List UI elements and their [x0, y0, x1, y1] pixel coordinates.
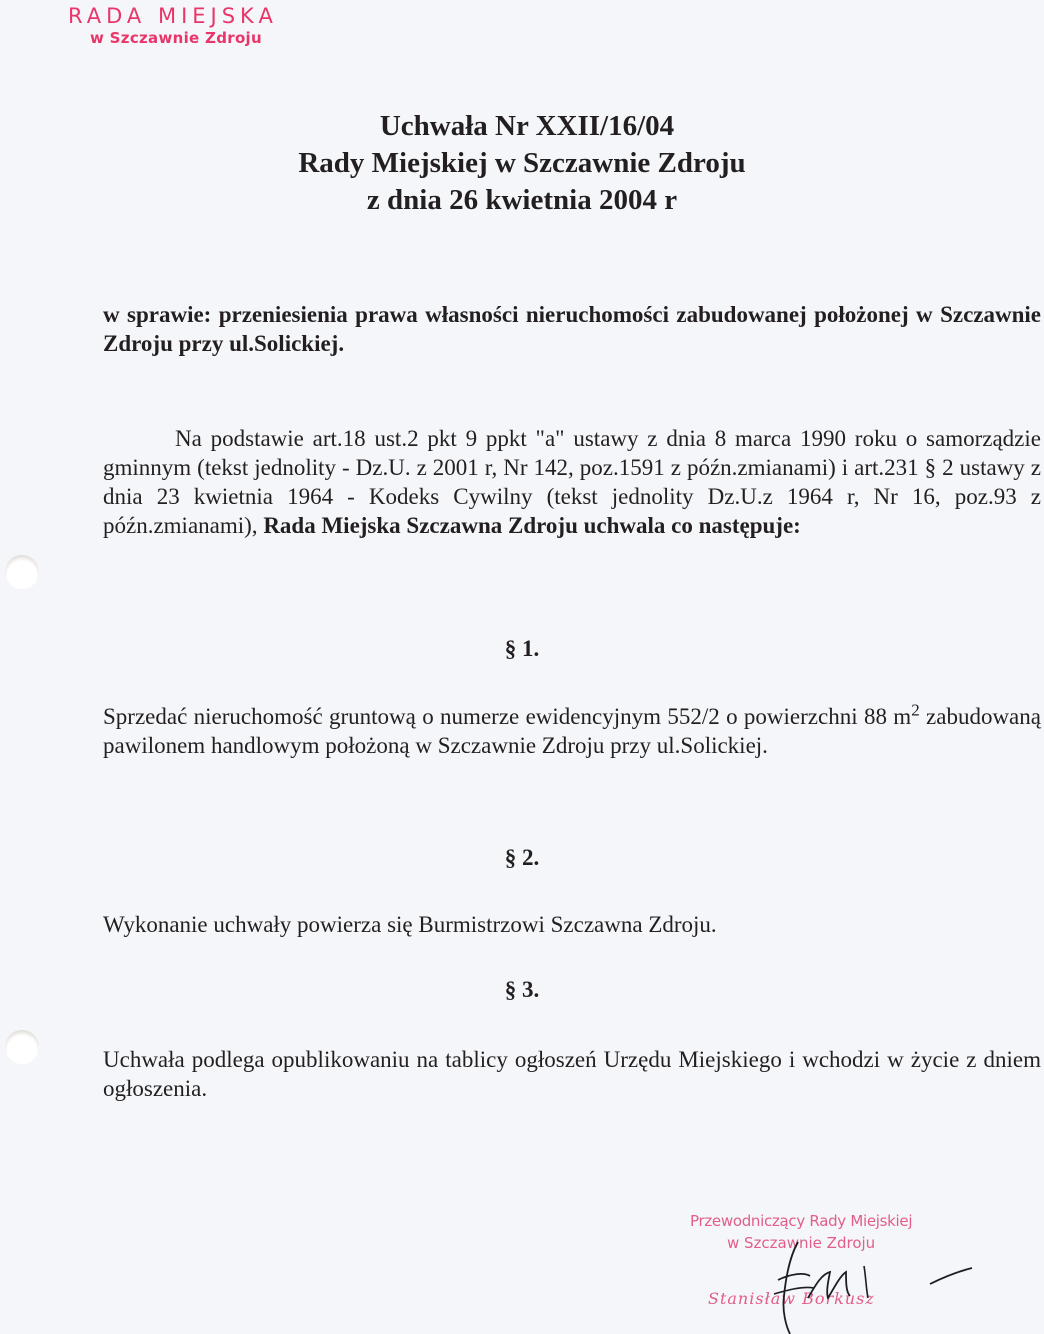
header-stamp [68, 4, 328, 48]
punch-hole [5, 1030, 39, 1064]
header-stamp-line1: RADA MIEJSKA [68, 4, 278, 28]
legal-basis-text: Na podstawie art.18 ust.2 pkt 9 ppkt "a" ustawy z dnia 8 marca 1990 roku o samorządzie gminnym (tekst jednolity - Dz.U. z 2001 r, Nr 142, poz.1591 z późn.zmianami) i art.231 § 2 ustawy z dnia 23 kwietnia 1964 - Kodeks Cywilny (tekst jednolity Dz.U.z 1964 r, Nr 16, poz.93 z późn.zmianami), [103, 426, 1041, 538]
legal-basis-paragraph [103, 424, 1041, 540]
section-1-text [103, 702, 1041, 760]
header-stamp-line2: w Szczawnie Zdroju [90, 29, 262, 47]
section-3-mark: § 3. [504, 977, 540, 1002]
legal-basis-bold: Rada Miejska Szczawna Zdroju uchwala co następuje: [263, 513, 801, 538]
section-3-text: Uchwała podlega opublikowaniu na tablicy ogłoszeń Urzędu Miejskiego i wchodzi w życie z dniem ogłoszenia. [103, 1047, 1041, 1101]
signature-stamp-line2: w Szczawnie Zdroju [727, 1234, 876, 1252]
punch-hole [5, 555, 39, 589]
superscript: 2 [911, 700, 920, 720]
section-1-mark: § 1. [504, 636, 540, 661]
signature-stamp-line1: Przewodniczący Rady Miejskiej [690, 1212, 913, 1230]
title-line1: Uchwała Nr XXII/16/04 [379, 110, 675, 142]
title-line3: z dnia 26 kwietnia 2004 r [366, 184, 678, 216]
document-title [0, 108, 1044, 219]
subject-paragraph: w sprawie: przeniesienia prawa własności nieruchomości zabudowanej położonej w Szczawnie Zdroju przy ul.Solickiej. [103, 302, 1041, 356]
section-1-text-part2: zabudowaną pawilonem handlowym położoną w Szczawnie Zdroju przy ul.Solickiej. [103, 704, 1041, 758]
section-1-text-part1: Sprzedać nieruchomość gruntową o numerze ewidencyjnym 552/2 o powierzchni 88 m [103, 704, 912, 729]
section-2-text: Wykonanie uchwały powierza się Burmistrzowi Szczawna Zdroju. [103, 912, 717, 937]
handwritten-signature [760, 1236, 990, 1334]
section-2-mark: § 2. [504, 845, 540, 870]
title-line2: Rady Miejskiej w Szczawnie Zdroju [298, 147, 746, 179]
signature-stamp-name: Stanisław Borkusz [708, 1289, 875, 1308]
